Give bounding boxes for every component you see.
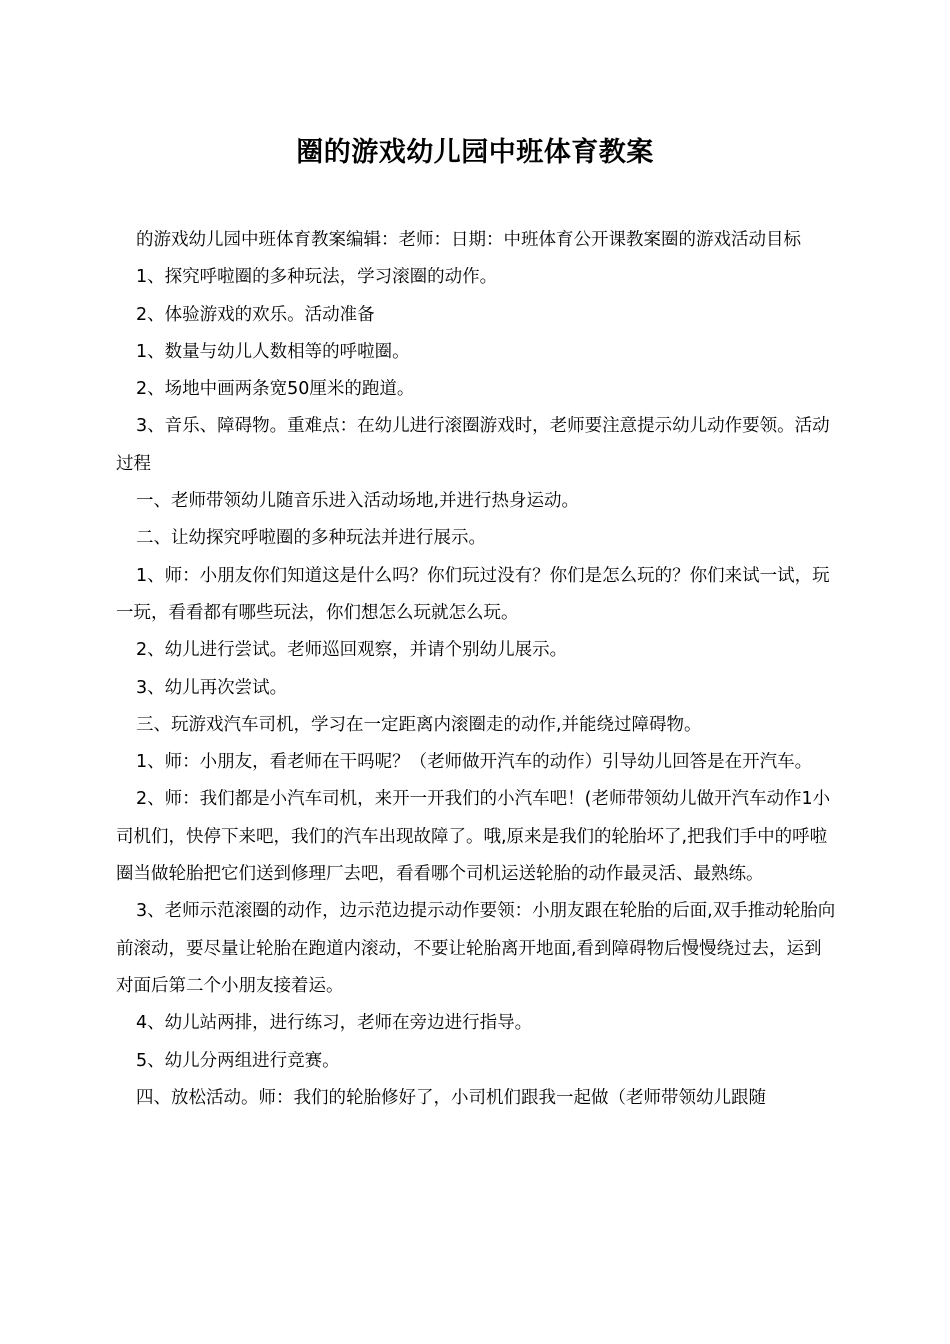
paragraph: 三、玩游戏汽车司机，学习在一定距离内滚圈走的动作,并能绕过障碍物。	[136, 714, 702, 735]
paragraph: 2、幼儿进行尝试。老师巡回观察，并请个别幼儿展示。	[136, 640, 568, 661]
document-title: 圈的游戏幼儿园中班体育教案	[296, 137, 654, 168]
paragraph: 5、幼儿分两组进行竞赛。	[136, 1050, 340, 1071]
paragraph: 3、幼儿再次尝试。	[136, 677, 288, 698]
paragraph: 2、师：我们都是小汽车司机，来开一开我们的小汽车吧！(老师带领幼儿做开汽车动作1小司机们，快停下来吧，我们的汽车出现故障了。哦,原来是我们的轮胎坏了,把我们手中的呼啦圈当做轮胎把它们送到修理厂去吧，看看哪个司机运送轮胎的动作最灵活、最熟练。	[116, 789, 831, 885]
paragraph: 1、数量与幼儿人数相等的呼啦圈。	[136, 341, 410, 362]
paragraph: 一、老师带领幼儿随音乐进入活动场地,并进行热身运动。	[136, 491, 580, 512]
paragraph: 2、场地中画两条宽50厘米的跑道。	[136, 379, 415, 400]
paragraph: 2、体验游戏的欢乐。活动准备	[136, 304, 375, 325]
paragraph: 3、音乐、障碍物。重难点：在幼儿进行滚圈游戏时，老师要注意提示幼儿动作要领。活动过程	[116, 416, 830, 474]
paragraph: 的游戏幼儿园中班体育教案编辑：老师：日期：中班体育公开课教案圈的游戏活动目标	[136, 230, 801, 250]
paragraph: 3、老师示范滚圈的动作，边示范边提示动作要领：小朋友跟在轮胎的后面,双手推动轮胎向前滚动，要尽量让轮胎在跑道内滚动，不要让轮胎离开地面,看到障碍物后慢慢绕过去，运到对面后第二个小朋友接着运。	[116, 901, 836, 996]
paragraph: 二、让幼探究呼啦圈的多种玩法并进行展示。	[136, 528, 486, 549]
paragraph: 1、师：小朋友，看老师在干吗呢？（老师做开汽车的动作）引导幼儿回答是在开汽车。	[136, 752, 813, 773]
paragraph: 1、探究呼啦圈的多种玩法，学习滚圈的动作。	[136, 267, 498, 288]
paragraph: 四、放松活动。师：我们的轮胎修好了，小司机们跟我一起做（老师带领幼儿跟随	[136, 1087, 766, 1108]
paragraph: 1、师：小朋友你们知道这是什么吗？你们玩过没有？你们是怎么玩的？你们来试一试，玩一玩，看看都有哪些玩法，你们想怎么玩就怎么玩。	[116, 565, 830, 623]
paragraph: 4、幼儿站两排，进行练习，老师在旁边进行指导。	[136, 1013, 533, 1034]
document-body	[116, 222, 836, 1117]
